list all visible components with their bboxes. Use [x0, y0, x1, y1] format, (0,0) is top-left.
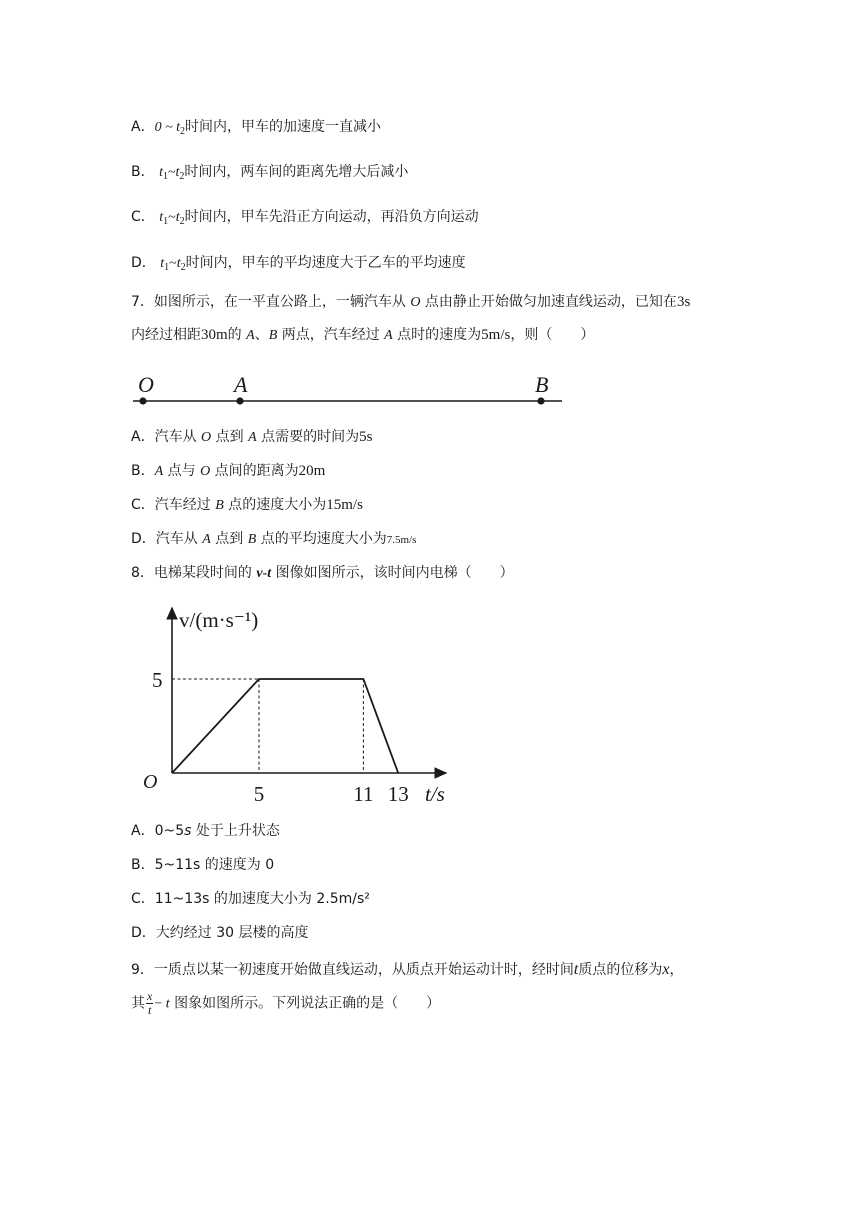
q8-option-c: C．11~13s 的加速度大小为 2.5m/s² [131, 891, 370, 907]
q7-option-c: C．汽车经过 B 点的速度大小为15m/s [131, 497, 363, 513]
origin-label: O [143, 771, 158, 793]
q8-option-d: D．大约经过 30 层楼的高度 [131, 925, 309, 941]
q7-stem-line2: 内经过相距30m的 A、B 两点，汽车经过 A 点时的速度为5m/s，则（ ） [131, 327, 595, 343]
q8-stem: 8．电梯某段时间的 v-t 图像如图所示，该时间内电梯（ ） [131, 565, 514, 581]
q8-option-a: A．0~5s 处于上升状态 [131, 823, 280, 839]
y-axis-label: v/(m·s⁻¹) [179, 608, 259, 632]
q6-option-b: B． $t_1\sim t_2$时间内，两车间的距离先增大后减小 [131, 164, 409, 182]
q6-option-a: A．0 ~ $t_2$时间内，甲车的加速度一直减小 [131, 119, 382, 137]
label-o: O [138, 372, 154, 397]
q7-option-b: B．A 点与 O 点间的距离为20m [131, 463, 326, 479]
label-b: B [535, 372, 549, 397]
x-tick-label: 5 [253, 782, 265, 806]
q7-stem-line1: 7．如图所示，在一平直公路上，一辆汽车从 O 点由静止开始做匀加速直线运动，已知在3s [131, 294, 691, 310]
q7-option-d: D．汽车从 A 点到 B 点的平均速度大小为7.5m/s [131, 531, 417, 547]
q7-option-a: A．汽车从 O 点到 A 点需要的时间为5s [131, 429, 373, 445]
q9-stem-line2: 其 $\frac{x}{t}$ − t 图象如图所示。下列说法正确的是（ ） [131, 989, 441, 1017]
q6-option-d: D． $t_1\sim t_2$时间内，甲车的平均速度大于乙车的平均速度 [131, 255, 466, 273]
series-line [172, 679, 398, 773]
q9-stem-line1: 9．一质点以某一初速度开始做直线运动，从质点开始运动计时，经时间t质点的位移为x， [131, 961, 684, 978]
x-tick-label: 11 [353, 782, 374, 806]
label-a: A [234, 372, 248, 397]
x-tick-label: 13 [387, 782, 409, 806]
q6-option-c: C． $t_1\sim t_2$时间内，甲车先沿正方向运动，再沿负方向运动 [131, 209, 479, 227]
fraction-x-over-t: $\frac{x}{t}$ [147, 989, 153, 1017]
q8-option-b: B．5~11s 的速度为 0 [131, 857, 275, 873]
x-axis-label: t/s [425, 782, 445, 806]
y-tick-label: 5 [152, 668, 163, 692]
